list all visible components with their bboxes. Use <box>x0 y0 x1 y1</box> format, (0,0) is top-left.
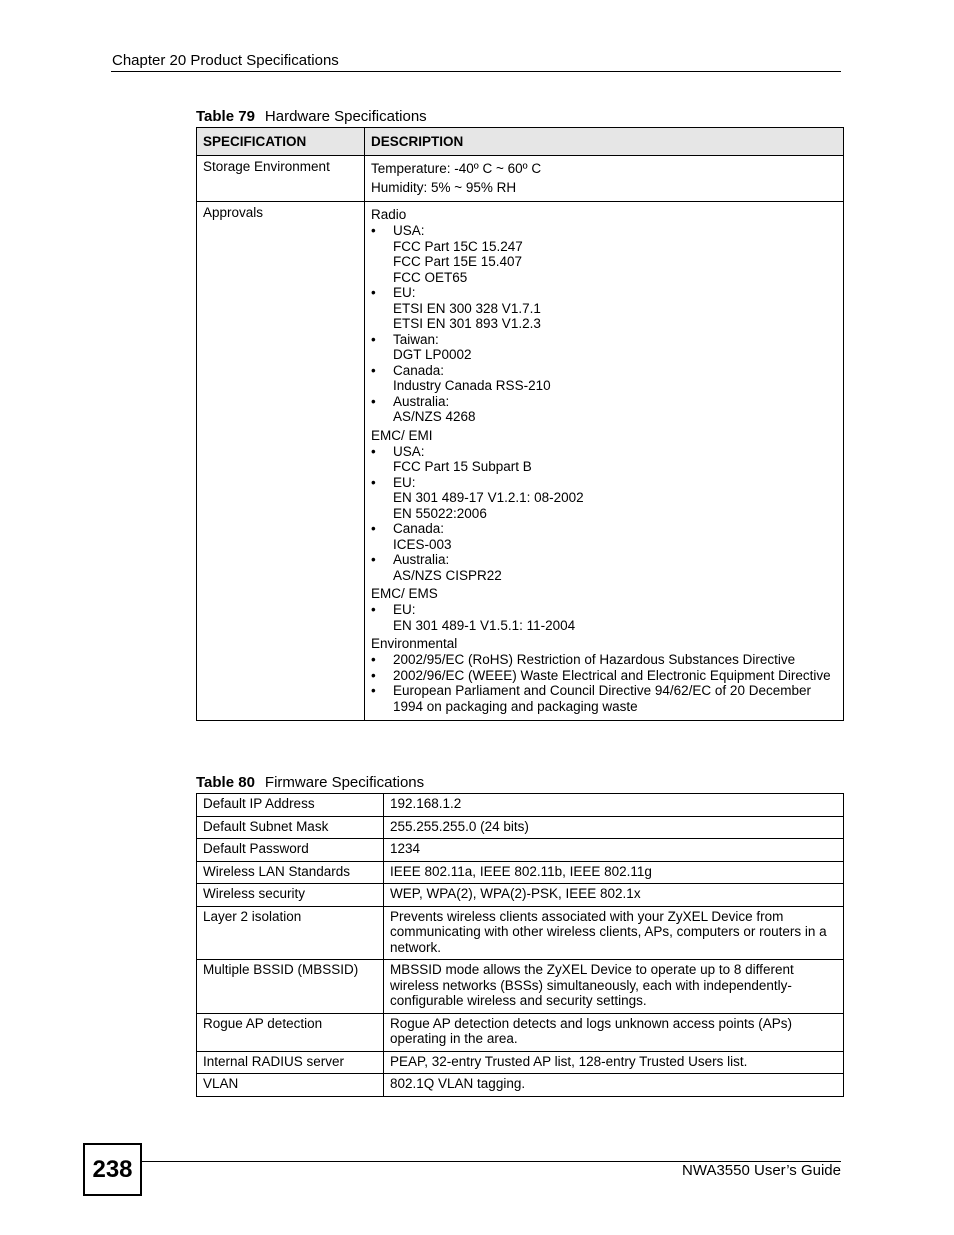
bullet-icon: • <box>371 443 376 459</box>
bullet-icon: • <box>371 223 376 238</box>
list-item <box>371 223 837 285</box>
firmware-spec-value: Rogue AP detection detects and logs unknown access points (APs) operating in the area. <box>384 1013 844 1051</box>
approval-section-title: Environmental <box>371 636 458 651</box>
approval-bullet-list <box>371 652 837 714</box>
header-specification: SPECIFICATION <box>197 128 365 156</box>
bullet-icon: • <box>371 683 376 698</box>
firmware-spec-value: MBSSID mode allows the ZyXEL Device to operate up to 8 different wireless networks (BSSs) simultaneously, each with independently-configurable wireless and security settings. <box>384 960 844 1014</box>
table80-caption-title: Firmware Specifications <box>264 774 425 791</box>
list-item <box>371 363 837 394</box>
approval-region: European Parliament and Council Directive 94/62/EC of 20 December 1994 on packaging and packaging waste <box>393 683 811 714</box>
approval-standard: EN 301 489-1 V1.5.1: 11-2004 <box>393 617 576 633</box>
approval-standard: DGT LP0002 <box>393 347 472 362</box>
table-row <box>197 861 844 884</box>
list-item <box>371 552 837 583</box>
list-item <box>371 285 837 332</box>
table79-caption-label: Table 79 <box>196 108 255 125</box>
table-row <box>197 906 844 960</box>
firmware-spec-name: VLAN <box>197 1074 384 1097</box>
page-number: 238 <box>83 1143 142 1196</box>
chapter-header: Chapter 20 Product Specifications <box>112 52 339 69</box>
firmware-spec-value: PEAP, 32-entry Trusted AP list, 128-entry Trusted Users list. <box>384 1051 844 1074</box>
firmware-spec-name: Multiple BSSID (MBSSID) <box>197 960 384 1014</box>
storage-description <box>365 156 844 202</box>
firmware-spec-name: Default IP Address <box>197 794 384 817</box>
table80-caption <box>196 774 424 791</box>
approval-standard: AS/NZS CISPR22 <box>393 567 502 583</box>
header-rule <box>111 71 841 72</box>
header-description: DESCRIPTION <box>365 128 844 156</box>
table79-caption-title: Hardware Specifications <box>264 108 427 125</box>
bullet-icon: • <box>371 652 376 667</box>
storage-label: Storage Environment <box>197 156 365 202</box>
approval-region: EU: <box>393 285 416 300</box>
approval-region: USA: <box>393 443 425 459</box>
approval-region: Australia: <box>393 393 450 409</box>
hardware-specifications-table <box>196 127 844 721</box>
approval-section-title: EMC/ EMS <box>371 586 438 601</box>
approval-region: Taiwan: <box>393 331 439 347</box>
table-row <box>197 884 844 907</box>
table-header-row <box>197 128 844 156</box>
approvals-label: Approvals <box>197 202 365 721</box>
approval-standard: FCC OET65 <box>393 269 468 285</box>
bullet-icon: • <box>371 602 376 617</box>
firmware-spec-value: WEP, WPA(2), WPA(2)-PSK, IEEE 802.1x <box>384 884 844 907</box>
approval-region: Australia: <box>393 552 450 567</box>
bullet-icon: • <box>371 521 376 536</box>
approval-region: Canada: <box>393 362 445 378</box>
bullet-icon: • <box>371 393 376 409</box>
approval-standard: AS/NZS 4268 <box>393 409 476 424</box>
list-item <box>371 521 837 552</box>
firmware-spec-value: 802.1Q VLAN tagging. <box>384 1074 844 1097</box>
bullet-icon: • <box>371 474 376 490</box>
firmware-spec-name: Default Subnet Mask <box>197 816 384 839</box>
table80-caption-label: Table 80 <box>196 774 255 791</box>
table-row <box>197 960 844 1014</box>
approval-standard: FCC Part 15 Subpart B <box>393 459 532 474</box>
firmware-spec-name: Wireless security <box>197 884 384 907</box>
firmware-spec-name: Layer 2 isolation <box>197 906 384 960</box>
firmware-spec-name: Default Password <box>197 839 384 862</box>
approval-region: USA: <box>393 223 425 238</box>
approval-standard: EN 55022:2006 <box>393 505 487 521</box>
firmware-spec-value: 1234 <box>384 839 844 862</box>
list-item <box>371 602 837 633</box>
table-row <box>197 202 844 721</box>
firmware-spec-value: 192.168.1.2 <box>384 794 844 817</box>
bullet-icon: • <box>371 362 376 378</box>
humidity-line: Humidity: 5% ~ 95% RH <box>371 180 517 195</box>
approval-region: 2002/95/EC (RoHS) Restriction of Hazardous Substances Directive <box>393 652 796 667</box>
firmware-spec-value: 255.255.255.0 (24 bits) <box>384 816 844 839</box>
bullet-icon: • <box>371 552 376 567</box>
list-item <box>371 668 837 684</box>
table-row <box>197 156 844 202</box>
temperature-line: Temperature: -40º C ~ 60º C <box>371 161 542 176</box>
approval-bullet-list <box>371 444 837 584</box>
table-row <box>197 816 844 839</box>
list-item <box>371 475 837 522</box>
guide-title: NWA3550 User’s Guide <box>682 1162 841 1179</box>
approval-region: Canada: <box>393 521 445 536</box>
approval-standard: FCC Part 15C 15.247 <box>393 238 523 254</box>
table-row <box>197 1013 844 1051</box>
bullet-icon: • <box>371 285 376 300</box>
firmware-spec-value: Prevents wireless clients associated with your ZyXEL Device from communicating with other wireless clients, APs, computers or routers in a network. <box>384 906 844 960</box>
approval-section-title: Radio <box>371 207 407 222</box>
firmware-spec-name: Internal RADIUS server <box>197 1051 384 1074</box>
approval-section-title: EMC/ EMI <box>371 427 433 443</box>
bullet-icon: • <box>371 331 376 347</box>
list-item <box>371 683 837 714</box>
approval-standard: ETSI EN 300 328 V1.7.1 <box>393 300 541 316</box>
approval-standard: ICES-003 <box>393 536 452 552</box>
approval-region: EU: <box>393 474 416 490</box>
approval-region: 2002/96/EC (WEEE) Waste Electrical and Electronic Equipment Directive <box>393 667 831 683</box>
firmware-spec-value: IEEE 802.11a, IEEE 802.11b, IEEE 802.11g <box>384 861 844 884</box>
bullet-icon: • <box>371 667 376 683</box>
approval-standard: FCC Part 15E 15.407 <box>393 254 523 269</box>
approval-standard: ETSI EN 301 893 V1.2.3 <box>393 316 541 331</box>
table-row <box>197 794 844 817</box>
firmware-spec-name: Wireless LAN Standards <box>197 861 384 884</box>
firmware-spec-name: Rogue AP detection <box>197 1013 384 1051</box>
table-row <box>197 839 844 862</box>
list-item <box>371 652 837 668</box>
approvals-description <box>365 202 844 721</box>
firmware-specifications-table <box>196 793 844 1097</box>
table79-caption <box>196 108 427 125</box>
approval-region: EU: <box>393 602 416 617</box>
table-row <box>197 1051 844 1074</box>
list-item <box>371 394 837 425</box>
approval-standard: EN 301 489-17 V1.2.1: 08-2002 <box>393 490 584 505</box>
table-row <box>197 1074 844 1097</box>
list-item <box>371 444 837 475</box>
list-item <box>371 332 837 363</box>
approval-bullet-list <box>371 223 837 425</box>
approval-standard: Industry Canada RSS-210 <box>393 378 551 393</box>
approval-bullet-list <box>371 602 837 633</box>
